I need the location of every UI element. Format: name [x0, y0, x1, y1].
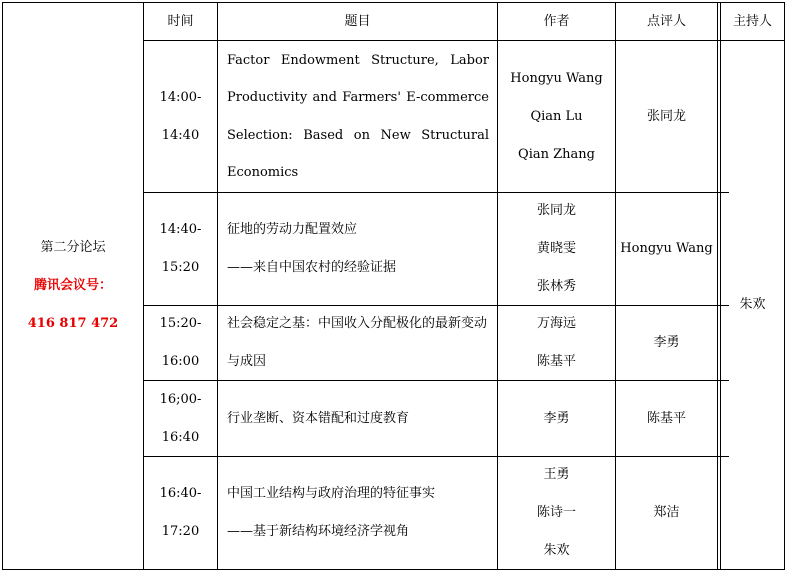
- header-reviewer: 点评人: [646, 13, 686, 29]
- row-5-reviewer: 郑洁: [653, 505, 680, 520]
- host-name: 朱欢: [739, 297, 766, 312]
- row-1-time: 14:00- 14:40: [159, 89, 202, 143]
- row-5-title: 中国工业结构与政府治理的特征事实 ——基于新结构环境经济学视角: [227, 486, 436, 539]
- header-host: 主持人: [732, 13, 772, 29]
- row-4-authors: 李勇: [543, 410, 570, 426]
- row-3-authors: 万海远 陈基平: [536, 316, 576, 369]
- row-5-authors: 王勇 陈诗一 朱欢: [536, 467, 576, 558]
- col-border-6: [784, 2, 785, 570]
- row-2-time: 14:40- 15:20: [159, 222, 202, 275]
- row-4-title: 行业垄断、资本错配和过度教育: [227, 410, 410, 426]
- meeting-id: 416 817 472: [27, 316, 119, 331]
- table-bottom-border: [2, 569, 785, 570]
- header-author: 作者: [543, 13, 570, 29]
- row-3-time: 15:20- 16:00: [159, 316, 202, 369]
- row-4-reviewer: 陈基平: [646, 410, 686, 426]
- row-1-title: Factor Endowment Structure, Labor Productivity and Farmers' E-commerce Selection: Based on New Structural Economics: [227, 52, 489, 180]
- row-1-authors: Hongyu Wang Qian Lu Qian Zhang: [510, 70, 603, 162]
- header-topic: 题目: [344, 13, 371, 29]
- col-border-5: [717, 2, 718, 570]
- row-1-reviewer: 张同龙: [646, 108, 686, 124]
- forum-info: [3, 3, 143, 569]
- row-2-reviewer: Hongyu Wang: [620, 241, 713, 256]
- meeting-label: 腾讯会议号：: [33, 278, 112, 293]
- row-2-authors: 张同龙 黄晓雯 张林秀: [536, 203, 576, 294]
- header-time: 时间: [167, 13, 194, 29]
- row-2-title: 征地的劳动力配置效应 ——来自中国农村的经验证据: [227, 222, 397, 275]
- row-5-time: 16:40- 17:20: [159, 486, 202, 539]
- row-3-reviewer: 李勇: [653, 335, 680, 350]
- row-3-title: 社会稳定之基：中国收入分配极化的最新变动与成因: [227, 316, 488, 369]
- row-4-time: 16;00- 16:40: [159, 391, 202, 445]
- forum-name: 第二分论坛: [40, 240, 106, 255]
